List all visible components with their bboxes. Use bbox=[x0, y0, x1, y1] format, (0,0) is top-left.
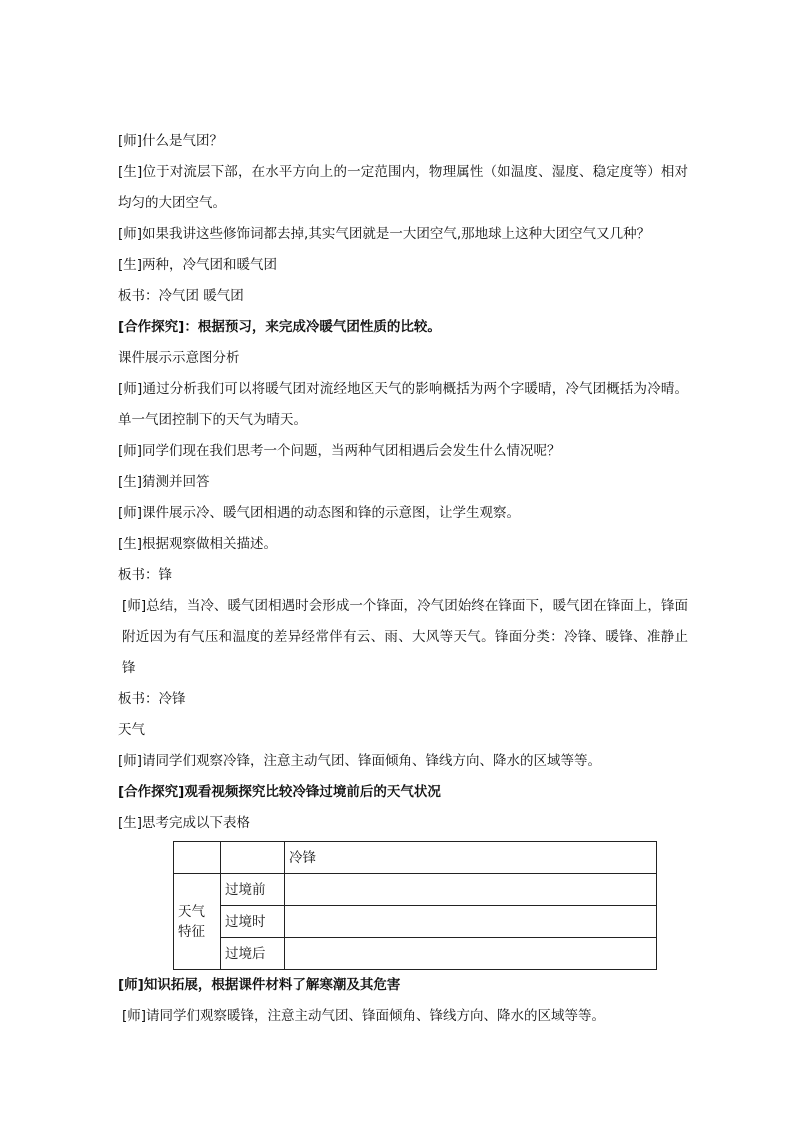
table-row-label-weather-features bbox=[174, 874, 221, 970]
table-stage-during: 过境时 bbox=[221, 906, 285, 938]
cold-front-weather-table bbox=[173, 841, 657, 970]
table-header-cold-front: 冷锋 bbox=[285, 842, 657, 874]
paragraph-teacher-courseware-front: [师]课件展示冷、暖气团相遇的动态图和锋的示意图，让学生观察。 bbox=[118, 505, 521, 521]
paragraph-board-air-masses: 板书：冷气团 暖气团 bbox=[118, 288, 244, 304]
table-row bbox=[174, 906, 657, 938]
paragraph-board-front: 板书：锋 bbox=[118, 567, 172, 583]
paragraph-teacher-think-question: [师]同学们现在我们思考一个问题，当两种气团相遇后会发生什么情况呢？ bbox=[118, 443, 561, 459]
table-header-empty-cell bbox=[221, 842, 285, 874]
paragraph-cooperative-inquiry-2: [合作探究]观看视频探究比较冷锋过境前后的天气状况 bbox=[118, 784, 441, 800]
table-row-label-line2: 特征 bbox=[178, 923, 205, 940]
paragraph-board-cold-front: 板书：冷锋 bbox=[118, 691, 186, 707]
paragraph-teacher-knowledge-extension: [师]知识拓展，根据课件材料了解寒潮及其危害 bbox=[118, 977, 401, 993]
table-value-during[interactable] bbox=[285, 906, 657, 938]
paragraph-teacher-observe-warm-front: [师]请同学们观察暖锋，注意主动气团、锋面倾角、锋线方向、降水的区域等等。 bbox=[122, 1008, 606, 1024]
paragraph-teacher-how-many-kinds: [师]如果我讲这些修饰词都去掉,其实气团就是一大团空气,那地球上这种大团空气又几种？ bbox=[118, 226, 651, 242]
paragraph-cooperative-inquiry-1: [合作探究]：根据预习，来完成冷暖气团性质的比较。 bbox=[118, 319, 441, 335]
table-stage-after: 过境后 bbox=[221, 938, 285, 970]
paragraph-student-air-mass-definition: [生]位于对流层下部，在水平方向上的一定范围内，物理属性（如温度、湿度、稳定度等）相对均匀的大团空气。 bbox=[118, 164, 688, 211]
paragraph-courseware-diagram: 课件展示示意图分析 bbox=[118, 350, 240, 366]
paragraph-teacher-front-summary: [师]总结，当冷、暖气团相遇时会形成一个锋面，冷气团始终在锋面下，暖气团在锋面上，锋面附近因为有气压和温度的差异经常伴有云、雨、大风等天气。锋面分类：冷锋、暖锋、准静止锋 bbox=[122, 598, 688, 676]
table-stage-before: 过境前 bbox=[221, 874, 285, 906]
paragraph-student-complete-table: [生]思考完成以下表格 bbox=[118, 815, 251, 831]
table-row bbox=[174, 938, 657, 970]
paragraph-student-guess: [生]猜测并回答 bbox=[118, 474, 210, 490]
table-value-after[interactable] bbox=[285, 938, 657, 970]
paragraph-teacher-warm-cold-summary: [师]通过分析我们可以将暖气团对流经地区天气的影响概括为两个字暖晴，冷气团概括为冷晴。单一气团控制下的天气为晴天。 bbox=[118, 381, 688, 428]
table-corner-cell bbox=[174, 842, 221, 874]
paragraph-student-describe: [生]根据观察做相关描述。 bbox=[118, 536, 278, 552]
table-header-row bbox=[174, 842, 657, 874]
table-value-before[interactable] bbox=[285, 874, 657, 906]
document-body bbox=[118, 126, 688, 1032]
table-row-label-line1: 天气 bbox=[178, 903, 205, 920]
table-row bbox=[174, 874, 657, 906]
paragraph-teacher-observe-cold-front: [师]请同学们观察冷锋，注意主动气团、锋面倾角、锋线方向、降水的区域等等。 bbox=[118, 753, 602, 769]
paragraph-teacher-question-air-mass: [师]什么是气团？ bbox=[118, 133, 224, 149]
paragraph-student-two-kinds: [生]两种，冷气团和暖气团 bbox=[118, 257, 278, 273]
paragraph-weather: 天气 bbox=[118, 722, 145, 738]
